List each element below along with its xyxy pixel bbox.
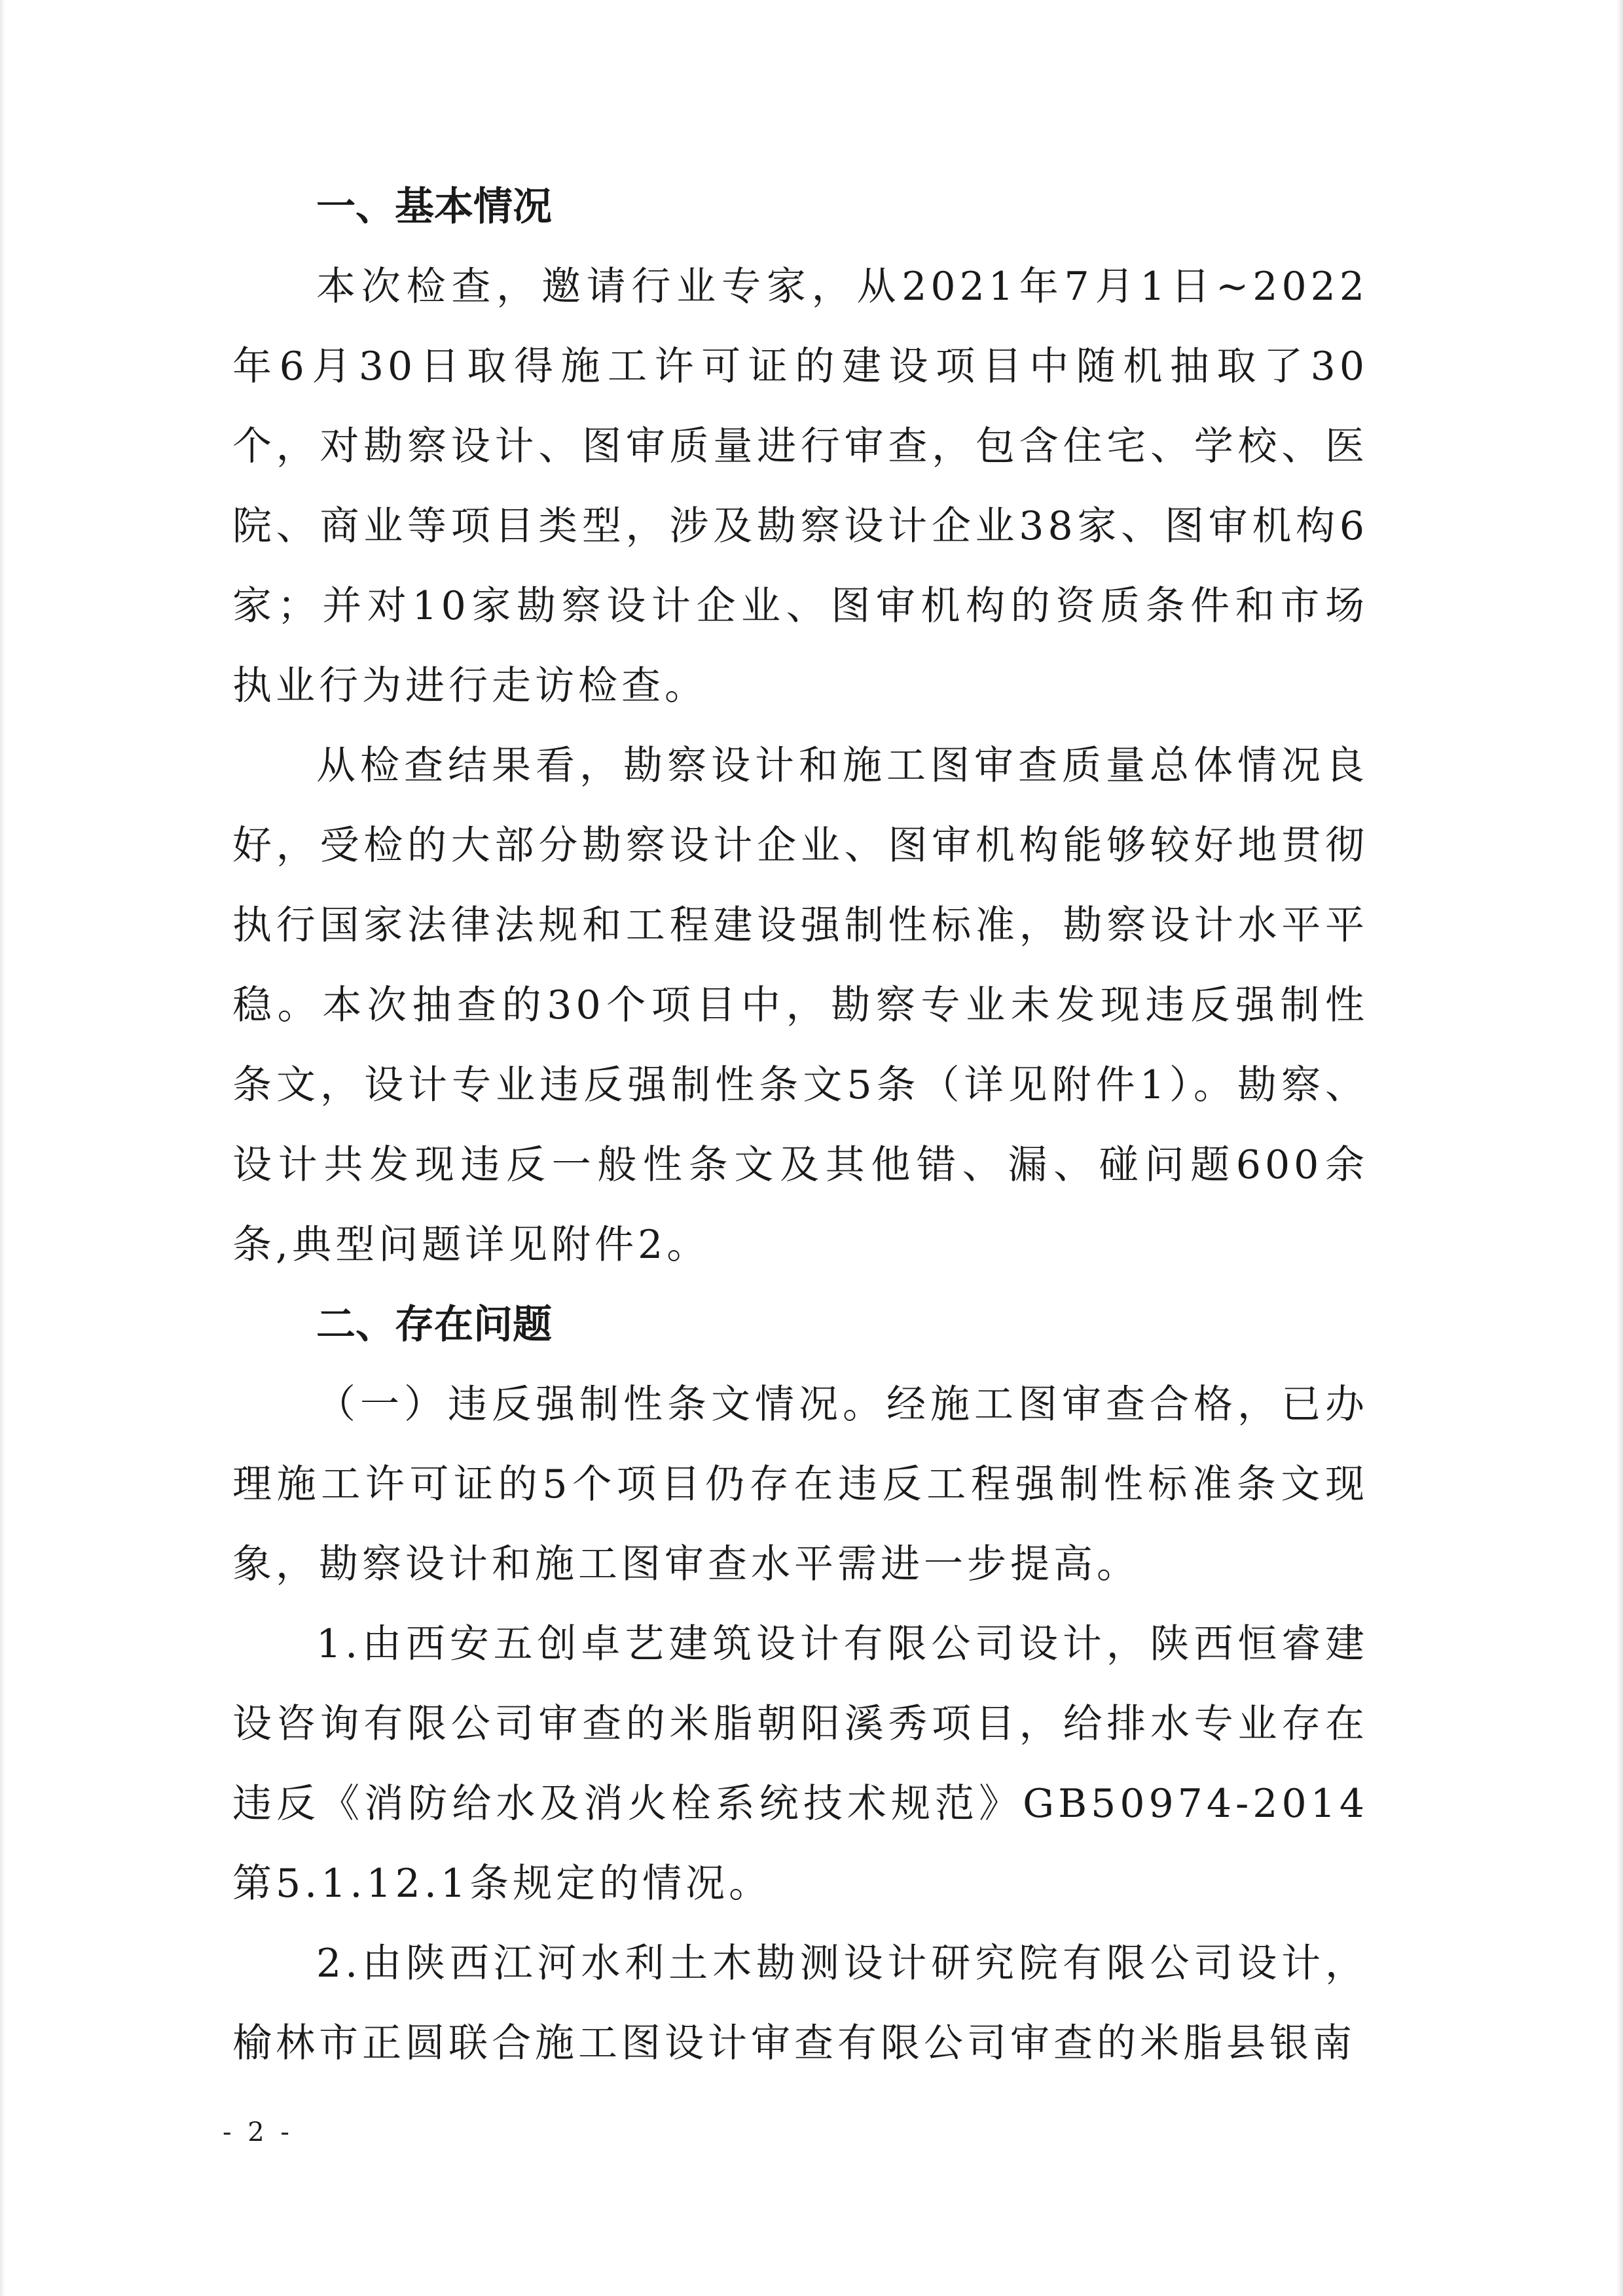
paragraph-mandatory-violations: （一）违反强制性条文情况。经施工图审查合格，已办理施工许可证的5个项目仍存在违反工程强制性标准条文现象，勘察设计和施工图审查水平需进一步提高。 <box>232 1382 1368 1587</box>
document-body <box>232 167 1368 2083</box>
paragraph-inspection-scope: 本次检查，邀请行业专家，从2021年7月1日~2022年6月30日取得施工许可证的建设项目中随机抽取了30个，对勘察设计、图审质量进行审查，包含住宅、学校、医院、商业等项目类型，涉及勘察设计企业38家、图审机构6家；并对10家勘察设计企业、图审机构的资质条件和市场执业行为进行走访检查。 <box>232 264 1368 709</box>
scan-edge-right <box>1616 0 1623 2296</box>
paragraph-inspection-results: 从检查结果看，勘察设计和施工图审查质量总体情况良好，受检的大部分勘察设计企业、图审机构能够较好地贯彻执行国家法律法规和工程建设强制性标准，勘察设计水平平稳。本次抽查的30个项目中，勘察专业未发现违反强制性条文，设计专业违反强制性条文5条（详见附件1）。勘察、设计共发现违反一般性条文及其他错、漏、碰问题600余条,典型问题详见附件2。 <box>232 743 1368 1268</box>
section-heading-basic-situation: 一、基本情况 <box>316 184 552 230</box>
paragraph-item-2: 2.由陕西江河水利土木勘测设计研究院有限公司设计，榆林市正圆联合施工图设计审查有限公司审查的米脂县银南 <box>232 1941 1368 2066</box>
scan-edge-left <box>0 0 5 2296</box>
section-heading-existing-problems: 二、存在问题 <box>316 1302 552 1348</box>
paragraph-item-1: 1.由西安五创卓艺建筑设计有限公司设计，陕西恒睿建设咨询有限公司审查的米脂朝阳溪秀项目，给排水专业存在违反《消防给水及消火栓系统技术规范》GB50974-2014第5.1.12.1条规定的情况。 <box>232 1621 1368 1907</box>
page-number: - 2 - <box>223 2117 293 2147</box>
